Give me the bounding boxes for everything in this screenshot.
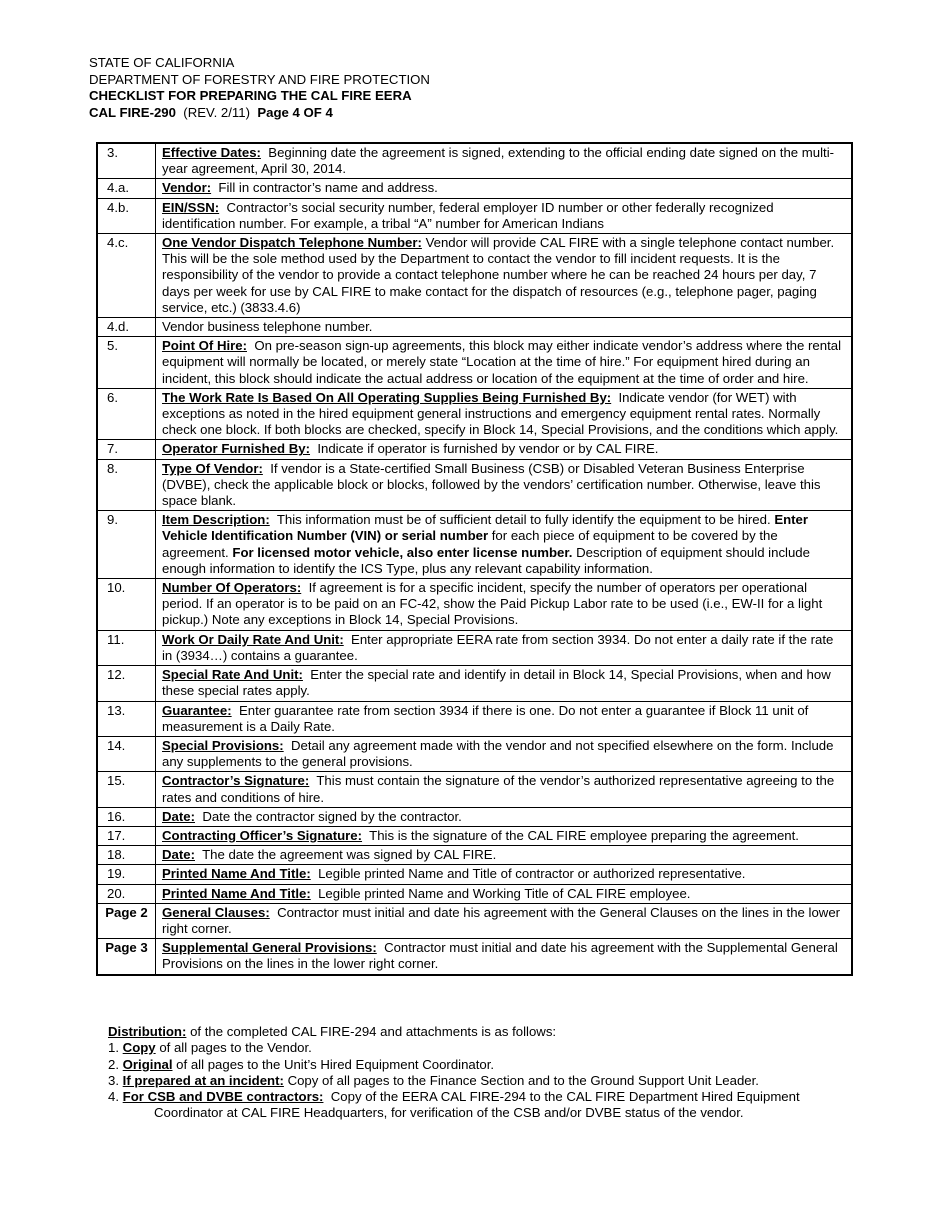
row-content (156, 736, 853, 771)
table-row (97, 143, 852, 179)
row-number: 3. (97, 143, 156, 179)
table-row (97, 511, 852, 579)
table-row (97, 440, 852, 459)
table-row (97, 826, 852, 845)
row-text: Beginning date the agreement is signed, extending to the official ending date signed on the multi-year agreement, April 30, 2014. (162, 145, 835, 177)
row-content (156, 865, 853, 884)
row-content (156, 234, 853, 318)
row-content (156, 772, 853, 807)
row-content (156, 579, 853, 631)
checklist-title: CHECKLIST FOR PREPARING THE CAL FIRE EERA (89, 88, 412, 103)
row-title: Guarantee: (162, 702, 232, 718)
checklist-table (96, 142, 853, 976)
row-title: One Vendor Dispatch Telephone Number: (162, 235, 422, 251)
item-number: 3. (108, 1072, 119, 1088)
row-number: 10. (97, 579, 156, 631)
table-row (97, 630, 852, 665)
item-key: For CSB and DVBE contractors: (122, 1089, 324, 1105)
row-number: 4.a. (97, 179, 156, 198)
row-content (156, 337, 853, 389)
row-title: Type Of Vendor: (162, 460, 263, 476)
row-number: 15. (97, 772, 156, 807)
row-number: 16. (97, 807, 156, 826)
row-content (156, 630, 853, 665)
row-text: Vendor business telephone number. (162, 319, 373, 335)
row-text: On pre-season sign-up agreements, this block may either indicate vendor’s address where the rental equipment will normally be located, or merely state “Location at the time of hire.” For equipment hired during an incident, this block should indicate the actual address or location of the equipment at the time of order and hire. (162, 338, 841, 386)
table-row (97, 772, 852, 807)
row-number: 6. (97, 388, 156, 440)
table-row (97, 903, 852, 938)
row-title: Work Or Daily Rate And Unit: (162, 631, 344, 647)
row-text: Description of equipment should include enough information to identify the ICS Type, plus any relevant capability information. (162, 544, 810, 576)
item-text: Copy of the EERA CAL FIRE-294 to the CAL FIRE Department Hired Equipment (330, 1089, 800, 1105)
row-number: 18. (97, 846, 156, 865)
item-text: of all pages to the Vendor. (159, 1040, 312, 1056)
row-number: 19. (97, 865, 156, 884)
table-row (97, 807, 852, 826)
table-row (97, 865, 852, 884)
table-row (97, 234, 852, 318)
row-title: Vendor: (162, 180, 212, 196)
row-title: EIN/SSN: (162, 199, 220, 215)
row-text: Legible printed Name and Title of contractor or authorized representative. (318, 866, 746, 882)
row-page-number: Page 2 (97, 903, 156, 938)
table-row (97, 388, 852, 440)
row-title: Item Description: (162, 512, 270, 528)
table-row (97, 884, 852, 903)
row-text: Contractor’s social security number, federal employer ID number or other federally recognized identification number. For example, a tribal “A” number for American Indians (162, 199, 774, 231)
row-content (156, 388, 853, 440)
row-text: Enter appropriate EERA rate from section 3934. Do not enter a daily rate if the rate in (3934…) contains a guarantee. (162, 631, 834, 663)
item-number: 2. (108, 1056, 119, 1072)
table-row (97, 179, 852, 198)
row-content (156, 179, 853, 198)
row-text: Indicate vendor (for WET) with exceptions as noted in the hired equipment general instructions and emergency equipment rental rates. Normally check one block. If both blocks are checked, specify in Block 14, Special Provisions, and the conditions which apply. (162, 389, 839, 438)
row-content (156, 807, 853, 826)
distribution-intro (108, 1024, 868, 1040)
distribution-item (108, 1089, 868, 1105)
distribution-item (108, 1073, 868, 1089)
row-title: Effective Dates: (162, 145, 261, 160)
row-title: Supplemental General Provisions: (162, 940, 377, 956)
distribution-title: Distribution: (108, 1024, 187, 1039)
row-text: This is the signature of the CAL FIRE employee preparing the agreement. (369, 827, 799, 843)
row-title: General Clauses: (162, 904, 270, 920)
row-text: for each piece of equipment to be covered by the agreement. (162, 528, 778, 560)
item-key: Copy (122, 1040, 156, 1056)
table-row (97, 666, 852, 701)
row-bold-text: Enter Vehicle Identification Number (VIN) or serial number (162, 512, 809, 544)
row-number: 20. (97, 884, 156, 903)
department-line: DEPARTMENT OF FORESTRY AND FIRE PROTECTION (89, 71, 430, 87)
page-indicator: Page 4 OF 4 (257, 104, 333, 120)
row-content (156, 903, 853, 938)
row-content (156, 846, 853, 865)
row-text: This must contain the signature of the vendor’s authorized representative agreeing to the rates and conditions of hire. (162, 773, 835, 805)
table-row (97, 846, 852, 865)
row-text: Legible printed Name and Working Title of CAL FIRE employee. (318, 885, 691, 901)
table-row (97, 736, 852, 771)
row-content (156, 318, 853, 337)
distribution-item (108, 1040, 868, 1056)
item-text: Copy of all pages to the Finance Section and to the Ground Support Unit Leader. (287, 1072, 759, 1088)
row-number: 7. (97, 440, 156, 459)
row-number: 14. (97, 736, 156, 771)
row-title: Special Rate And Unit: (162, 667, 303, 683)
row-title: Special Provisions: (162, 737, 284, 753)
item-number: 4. (108, 1089, 119, 1105)
row-content (156, 701, 853, 736)
row-title: Date: (162, 808, 195, 824)
item-number: 1. (108, 1040, 119, 1056)
row-number: 12. (97, 666, 156, 701)
row-number: 4.c. (97, 234, 156, 318)
row-number: 17. (97, 826, 156, 845)
distribution-item-continuation: Coordinator at CAL FIRE Headquarters, for verification of the CSB and/or DVBE status of the vendor. (154, 1105, 744, 1121)
row-title: Contracting Officer’s Signature: (162, 827, 363, 843)
row-title: Date: (162, 847, 195, 863)
form-number: CAL FIRE-290 (89, 104, 176, 120)
distribution-intro-text: of the completed CAL FIRE-294 and attachments is as follows: (190, 1024, 557, 1039)
row-content (156, 198, 853, 233)
row-text: This information must be of sufficient detail to fully identify the equipment to be hired. (276, 512, 771, 528)
form-header (89, 55, 430, 121)
row-content (156, 511, 853, 579)
row-page-number: Page 3 (97, 939, 156, 975)
row-number: 4.b. (97, 198, 156, 233)
table-row (97, 198, 852, 233)
row-title: Printed Name And Title: (162, 866, 311, 882)
table-row (97, 701, 852, 736)
row-text: Indicate if operator is furnished by vendor or by CAL FIRE. (317, 441, 659, 457)
item-key: Original (122, 1056, 173, 1072)
row-title: Contractor’s Signature: (162, 773, 310, 789)
row-content (156, 884, 853, 903)
table-row (97, 318, 852, 337)
row-content (156, 459, 853, 511)
row-title: Printed Name And Title: (162, 885, 311, 901)
row-number: 8. (97, 459, 156, 511)
row-text: The date the agreement was signed by CAL FIRE. (202, 847, 497, 863)
row-text: If agreement is for a specific incident, specify the number of operators per operational period. If an operator is to be paid on an FC-42, show the Paid Pickup Labor rate to be used (i.e., EW-II for a light pickup.) Note any exceptions in Block 14, Special Provisions. (162, 580, 823, 628)
row-text: Enter guarantee rate from section 3934 if there is one. Do not enter a guarantee if Block 11 unit of measurement is a Daily Rate. (162, 702, 809, 734)
row-number: 11. (97, 630, 156, 665)
form-revision: (REV. 2/11) (183, 104, 250, 120)
distribution-section (108, 1024, 868, 1122)
row-title: The Work Rate Is Based On All Operating Supplies Being Furnished By: (162, 389, 612, 405)
row-content (156, 143, 853, 179)
row-title: Number Of Operators: (162, 580, 302, 596)
row-content (156, 666, 853, 701)
row-text: If vendor is a State-certified Small Business (CSB) or Disabled Veteran Business Enterprise (DVBE), check the applicable block or blocks, followed by the vendors’ certification number. Otherwise, leave this space blank. (162, 460, 821, 509)
state-line: STATE OF CALIFORNIA (89, 55, 235, 70)
row-number: 9. (97, 511, 156, 579)
row-text: Enter the special rate and identify in detail in Block 14, Special Provisions, when and how these special rates apply. (162, 667, 831, 699)
table-row (97, 579, 852, 631)
row-text: Vendor will provide CAL FIRE with a single telephone contact number. This will be the sole method used by the Department to contact the vendor to fill incident requests. It is the responsibility of the vendor to provide a contact telephone number where he can be reached 24 hours per day, 7 days per week for use by CAL FIRE to make contact for the dispatch of resources (e.g., telephone pager, paging service, etc.) (3833.4.6) (162, 235, 835, 315)
row-title: Point Of Hire: (162, 338, 247, 354)
row-number: 5. (97, 337, 156, 389)
row-content (156, 826, 853, 845)
distribution-item (108, 1057, 868, 1073)
row-number: 4.d. (97, 318, 156, 337)
form-id-line (89, 105, 430, 122)
row-text: Fill in contractor’s name and address. (218, 180, 438, 196)
table-row (97, 459, 852, 511)
table-row (97, 939, 852, 975)
row-text: Detail any agreement made with the vendor and not specified elsewhere on the form. Include any supplements to the general provisions. (162, 737, 834, 770)
row-text: Contractor must initial and date his agreement with the Supplemental General Provisions on the lines in the lower right corner. (162, 940, 838, 972)
table-row (97, 337, 852, 389)
item-key: If prepared at an incident: (122, 1072, 284, 1088)
row-text: Date the contractor signed by the contractor. (202, 808, 462, 824)
item-text: of all pages to the Unit’s Hired Equipment Coordinator. (176, 1056, 495, 1072)
row-number: 13. (97, 701, 156, 736)
row-text: Contractor must initial and date his agreement with the General Clauses on the lines in the lower right corner. (162, 904, 841, 936)
row-content (156, 939, 853, 975)
row-bold-text: For licensed motor vehicle, also enter license number. (232, 544, 573, 560)
row-title: Operator Furnished By: (162, 441, 311, 457)
row-content (156, 440, 853, 459)
